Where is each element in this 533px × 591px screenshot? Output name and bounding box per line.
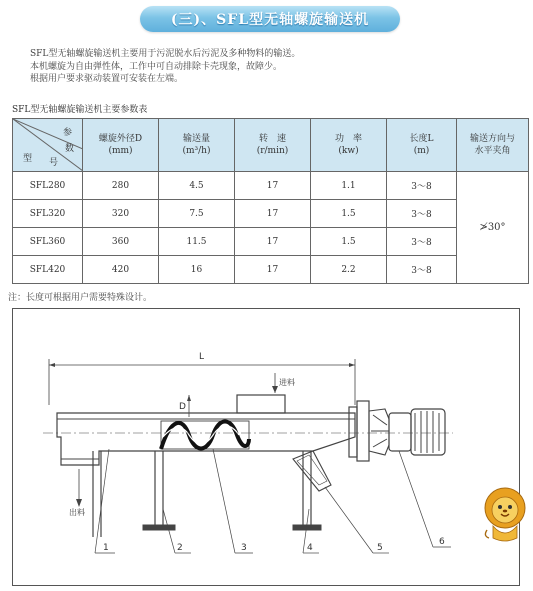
cell-length: 3～8 — [387, 172, 457, 200]
table-row — [13, 228, 529, 256]
length-label: L — [199, 352, 205, 362]
cell-power: 1.5 — [311, 228, 387, 256]
part-number-5: 5 — [377, 543, 383, 553]
header-diameter: 螺旋外径D (mm) — [83, 119, 159, 172]
part-number-2: 2 — [177, 543, 183, 553]
conveyor-schematic — [13, 309, 519, 585]
cell-power: 1.5 — [311, 200, 387, 228]
cell-power: 2.2 — [311, 256, 387, 284]
cell-length: 3～8 — [387, 200, 457, 228]
cell-diameter: 280 — [83, 172, 159, 200]
table-header-row — [13, 119, 529, 172]
intro-line: SFL型无轴螺旋输送机主要用于污泥脱水后污泥及多种物料的输送。 — [30, 49, 301, 59]
gearbox — [389, 413, 411, 451]
inlet-hopper — [237, 395, 285, 413]
page-title: (三)、SFL型无轴螺旋输送机 — [170, 12, 370, 28]
discharge-chute — [293, 451, 331, 491]
motor — [411, 409, 445, 455]
cell-diameter: 420 — [83, 256, 159, 284]
lion-mascot-icon — [481, 486, 529, 546]
inlet-label: 进料 — [279, 378, 295, 387]
header-length: 长度L (m) — [387, 119, 457, 172]
cell-model: SFL320 — [13, 200, 83, 228]
spiral-blade — [161, 422, 249, 450]
table-note: 注：长度可根据用户需要特殊设计。 — [8, 293, 153, 303]
cell-angle: ≯30° — [457, 172, 529, 284]
cell-speed: 17 — [235, 200, 311, 228]
table-row — [13, 200, 529, 228]
conveyor-drawing — [12, 308, 520, 586]
corner-param-top: 参 — [62, 128, 72, 138]
cell-speed: 17 — [235, 256, 311, 284]
corner-header — [13, 119, 83, 172]
header-speed: 转 速 (r/min) — [235, 119, 311, 172]
title-banner — [140, 6, 400, 32]
part-number-4: 4 — [307, 543, 313, 553]
cell-model: SFL280 — [13, 172, 83, 200]
header-power: 功 率 (kw) — [311, 119, 387, 172]
table-row — [13, 172, 529, 200]
corner-model-left: 型 — [23, 154, 33, 164]
cell-capacity: 16 — [159, 256, 235, 284]
cell-model: SFL360 — [13, 228, 83, 256]
part-number-1: 1 — [103, 543, 109, 553]
cell-capacity: 11.5 — [159, 228, 235, 256]
header-capacity: 输送量 (m³/h) — [159, 119, 235, 172]
cell-diameter: 320 — [83, 200, 159, 228]
cell-power: 1.1 — [311, 172, 387, 200]
drive-flange — [357, 401, 369, 461]
cell-diameter: 360 — [83, 228, 159, 256]
intro-line: 本机螺旋为自由弹性体，工作中可自动排除卡壳现象，故障少。 — [30, 61, 283, 72]
parameter-table — [12, 118, 529, 284]
corner-model-bottom: 号 — [49, 158, 59, 168]
cell-capacity: 4.5 — [159, 172, 235, 200]
cell-speed: 17 — [235, 172, 311, 200]
header-angle: 输送方向与 水平夹角 — [457, 119, 529, 172]
cell-capacity: 7.5 — [159, 200, 235, 228]
table-row — [13, 256, 529, 284]
outlet-label: 出料 — [69, 508, 85, 517]
intro-line: 根据用户要求驱动装置可安装在左端。 — [30, 74, 184, 84]
part-number-6: 6 — [439, 537, 445, 547]
table-title: SFL型无轴螺旋输送机主要参数表 — [12, 105, 148, 115]
cell-model: SFL420 — [13, 256, 83, 284]
intro-text — [30, 48, 490, 86]
corner-param-bottom: 数 — [64, 144, 74, 154]
cell-length: 3～8 — [387, 256, 457, 284]
diameter-label: D — [179, 402, 186, 412]
part-number-3: 3 — [241, 543, 247, 553]
cell-speed: 17 — [235, 228, 311, 256]
cell-length: 3～8 — [387, 228, 457, 256]
